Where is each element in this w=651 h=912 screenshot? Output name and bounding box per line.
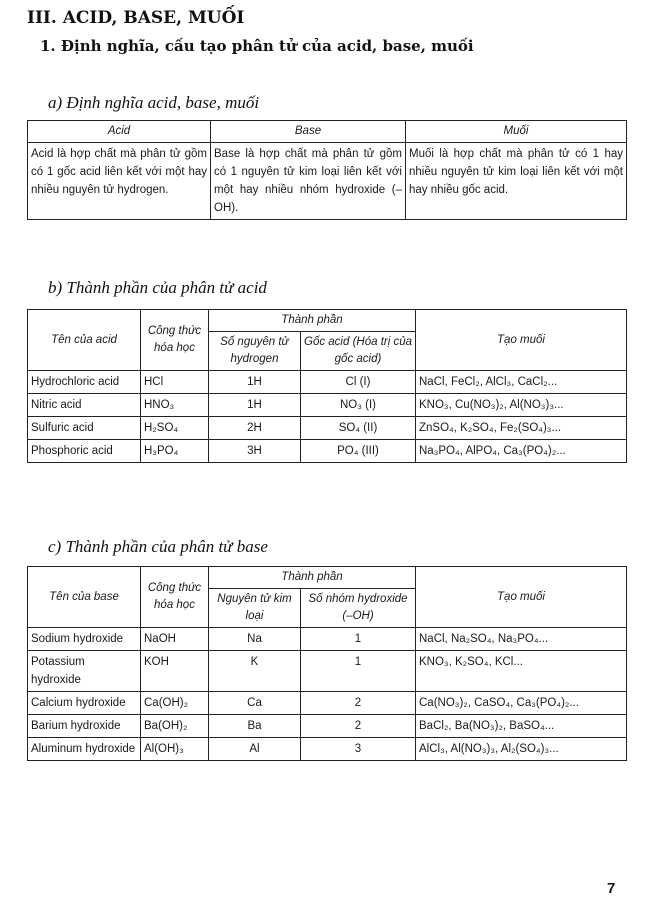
table-row bbox=[28, 692, 627, 715]
header-salt: Muối bbox=[406, 121, 627, 143]
part-a-title: a) Định nghĩa acid, base, muối bbox=[48, 93, 260, 112]
formula-cell: H₂SO₄ bbox=[141, 417, 209, 440]
formula-cell: H₃PO₄ bbox=[141, 440, 209, 463]
salts-cell: NaCl, FeCl₂, AlCl₃, CaCl₂... bbox=[416, 371, 627, 394]
header-base-name: Tên của base bbox=[28, 567, 141, 628]
subsection-title: 1. Định nghĩa, cấu tạo phân tử của acid, base, muối bbox=[40, 37, 474, 55]
metal-atom-cell: Ba bbox=[209, 715, 301, 738]
salts-cell: AlCl₃, Al(NO₃)₃, Al₂(SO₄)₃... bbox=[416, 738, 627, 761]
acid-radical-cell: Cl (I) bbox=[301, 371, 416, 394]
header-formula: Công thức hóa học bbox=[141, 310, 209, 371]
acid-radical-cell: SO₄ (II) bbox=[301, 417, 416, 440]
hydrogen-count-cell: 3H bbox=[209, 440, 301, 463]
formula-cell: Ba(OH)₂ bbox=[141, 715, 209, 738]
header-composition: Thành phần bbox=[209, 310, 416, 332]
salt-definition: Muối là hợp chất mà phân tử có 1 hay nhiều nguyên tử kim loại liên kết với một hay nhiều gốc acid. bbox=[406, 143, 627, 220]
header-salts: Tạo muối bbox=[416, 567, 627, 628]
table-row bbox=[28, 394, 627, 417]
acid-name-cell: Nitric acid bbox=[28, 394, 141, 417]
table-row bbox=[28, 651, 627, 692]
definition-table bbox=[27, 120, 627, 220]
formula-cell: HCl bbox=[141, 371, 209, 394]
header-composition: Thành phần bbox=[209, 567, 416, 589]
section-title: III. ACID, BASE, MUỐI bbox=[27, 8, 245, 28]
hydrogen-count-cell: 1H bbox=[209, 371, 301, 394]
formula-cell: Al(OH)₃ bbox=[141, 738, 209, 761]
hydroxide-count-cell: 3 bbox=[301, 738, 416, 761]
page-number: 7 bbox=[607, 880, 616, 897]
header-salts: Tạo muối bbox=[416, 310, 627, 371]
hydrogen-count-cell: 1H bbox=[209, 394, 301, 417]
acid-radical-cell: PO₄ (III) bbox=[301, 440, 416, 463]
formula-cell: HNO₃ bbox=[141, 394, 209, 417]
hydroxide-count-cell: 2 bbox=[301, 715, 416, 738]
base-definition: Base là hợp chất mà phân tử gồm có 1 nguyên tử kim loại liên kết với một hay nhiều nhóm hydroxide (–OH). bbox=[211, 143, 406, 220]
header-hydrogen-count: Số nguyên tử hydrogen bbox=[209, 332, 301, 371]
table-row bbox=[28, 628, 627, 651]
header-metal-atom: Nguyên tử kim loại bbox=[209, 589, 301, 628]
header-formula: Công thức hóa học bbox=[141, 567, 209, 628]
metal-atom-cell: Na bbox=[209, 628, 301, 651]
base-name-cell: Potassium hydroxide bbox=[28, 651, 141, 692]
table-row bbox=[28, 440, 627, 463]
acid-name-cell: Sulfuric acid bbox=[28, 417, 141, 440]
header-acid: Acid bbox=[28, 121, 211, 143]
table-row bbox=[28, 417, 627, 440]
salts-cell: Na₃PO₄, AlPO₄, Ca₃(PO₄)₂... bbox=[416, 440, 627, 463]
part-c-title: c) Thành phần của phân tử base bbox=[48, 537, 268, 556]
base-name-cell: Calcium hydroxide bbox=[28, 692, 141, 715]
salts-cell: BaCl₂, Ba(NO₃)₂, BaSO₄... bbox=[416, 715, 627, 738]
formula-cell: KOH bbox=[141, 651, 209, 692]
base-table bbox=[27, 566, 627, 761]
table-row bbox=[28, 738, 627, 761]
header-hydroxide-count: Số nhóm hydroxide (–OH) bbox=[301, 589, 416, 628]
hydroxide-count-cell: 2 bbox=[301, 692, 416, 715]
metal-atom-cell: Al bbox=[209, 738, 301, 761]
acid-radical-cell: NO₃ (I) bbox=[301, 394, 416, 417]
table-row bbox=[28, 371, 627, 394]
formula-cell: NaOH bbox=[141, 628, 209, 651]
salts-cell: NaCl, Na₂SO₄, Na₃PO₄... bbox=[416, 628, 627, 651]
base-name-cell: Sodium hydroxide bbox=[28, 628, 141, 651]
header-acid-radical: Gốc acid (Hóa trị của gốc acid) bbox=[301, 332, 416, 371]
formula-cell: Ca(OH)₂ bbox=[141, 692, 209, 715]
salts-cell: Ca(NO₃)₂, CaSO₄, Ca₃(PO₄)₂... bbox=[416, 692, 627, 715]
acid-name-cell: Hydrochloric acid bbox=[28, 371, 141, 394]
header-acid-name: Tên của acid bbox=[28, 310, 141, 371]
hydroxide-count-cell: 1 bbox=[301, 628, 416, 651]
metal-atom-cell: Ca bbox=[209, 692, 301, 715]
header-base: Base bbox=[211, 121, 406, 143]
acid-name-cell: Phosphoric acid bbox=[28, 440, 141, 463]
acid-table bbox=[27, 309, 627, 463]
table-row bbox=[28, 715, 627, 738]
base-name-cell: Barium hydroxide bbox=[28, 715, 141, 738]
salts-cell: ZnSO₄, K₂SO₄, Fe₂(SO₄)₃... bbox=[416, 417, 627, 440]
salts-cell: KNO₃, K₂SO₄, KCl... bbox=[416, 651, 627, 692]
part-b-title: b) Thành phần của phân tử acid bbox=[48, 278, 267, 297]
hydrogen-count-cell: 2H bbox=[209, 417, 301, 440]
metal-atom-cell: K bbox=[209, 651, 301, 692]
base-name-cell: Aluminum hydroxide bbox=[28, 738, 141, 761]
salts-cell: KNO₃, Cu(NO₃)₂, Al(NO₃)₃... bbox=[416, 394, 627, 417]
acid-definition: Acid là hợp chất mà phân tử gồm có 1 gốc acid liên kết với một hay nhiều nguyên tử hydrogen. bbox=[28, 143, 211, 220]
hydroxide-count-cell: 1 bbox=[301, 651, 416, 692]
